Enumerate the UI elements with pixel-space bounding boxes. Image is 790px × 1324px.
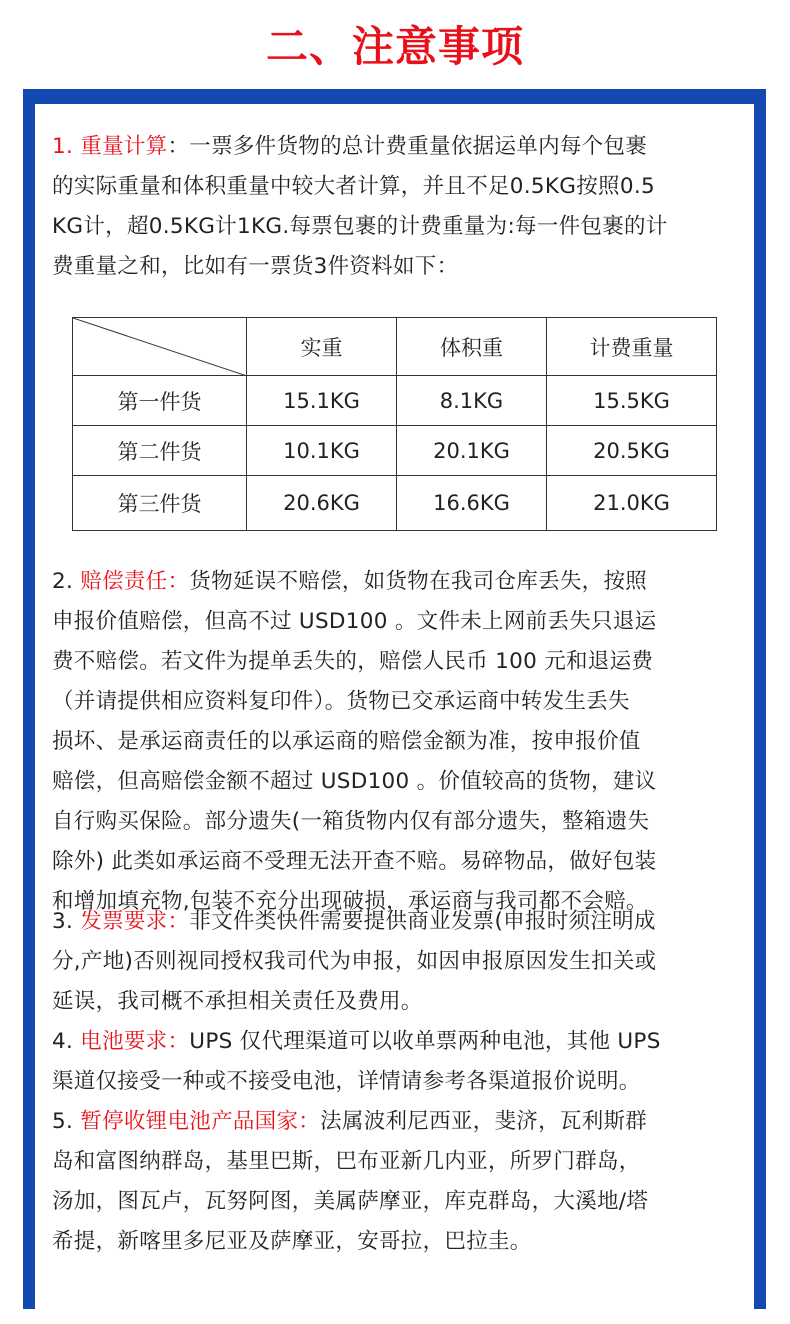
row-label: 第二件货 [73, 426, 247, 476]
header-actual-weight: 实重 [247, 318, 397, 376]
page-title: 二、注意事项 [265, 22, 524, 71]
section-label: 赔偿责任 [80, 569, 168, 594]
label-separator: ： [167, 569, 190, 594]
header-volume-weight: 体积重 [397, 318, 547, 376]
section-text-line [52, 847, 656, 877]
section-3-first-line [52, 907, 656, 937]
section-label: 电池要求 [80, 1029, 168, 1054]
section-text: （并请提供相应资料复印件）。货物已交承运商中转发生丢失 [52, 689, 630, 714]
table-cell: 20.1KG [397, 426, 547, 476]
header-billing-weight: 计费重量 [547, 318, 717, 376]
section-text-line [52, 687, 630, 717]
section-text: 申报价值赔偿，但高不过 USD100 。文件未上网前丢失只退运 [52, 609, 657, 634]
section-label: 重量计算 [80, 134, 168, 159]
label-separator: ： [167, 1029, 190, 1054]
section-text: 非文件类快件需要提供商业发票(申报时须注明成 [189, 909, 656, 934]
table-cell: 16.6KG [397, 476, 547, 531]
section-text: 法属波利尼西亚，斐济，瓦利斯群 [320, 1109, 648, 1134]
section-text: 损坏、是承运商责任的以承运商的赔偿金额为准，按申报价值 [52, 729, 641, 754]
section-text-line [52, 1147, 641, 1177]
row-label: 第三件货 [73, 476, 247, 531]
section-text: UPS 仅代理渠道可以收单票两种电池，其他 UPS [189, 1029, 661, 1054]
section-text-line [52, 252, 458, 282]
section-label: 发票要求 [80, 909, 168, 934]
section-number: 2. [52, 569, 74, 594]
section-text: 和增加填充物,包装不充分出现破损，承运商与我司都不会赔。 [52, 889, 648, 914]
label-separator: ： [167, 909, 190, 934]
section-text: 分,产地)否则视同授权我司代为申报，如因申报原因发生扣关或 [52, 949, 657, 974]
row-label: 第一件货 [73, 376, 247, 426]
section-text-line [52, 647, 653, 677]
section-text-line [52, 947, 656, 977]
section-text-line [52, 172, 655, 202]
section-text: 的实际重量和体积重量中较大者计算，并且不足0.5KG按照0.5 [52, 174, 655, 199]
section-text: 除外) 此类如承运商不受理无法开查不赔。易碎物品，做好包装 [52, 849, 657, 874]
section-5-first-line [52, 1107, 647, 1137]
section-text-line [52, 767, 656, 797]
label-separator: ： [298, 1109, 321, 1134]
section-text: 汤加，图瓦卢，瓦努阿图，美属萨摩亚，库克群岛，大溪地/塔 [52, 1189, 649, 1214]
section-text: 渠道仅接受一种或不接受电池，详情请参考各渠道报价说明。 [52, 1069, 641, 1094]
diagonal-line [73, 318, 247, 376]
table-cell: 15.5KG [547, 376, 717, 426]
section-text-line [52, 212, 668, 242]
section-text-line [52, 607, 656, 637]
table-cell: 20.5KG [547, 426, 717, 476]
section-number: 3. [52, 909, 74, 934]
section-text: 费不赔偿。若文件为提单丢失的，赔偿人民币 100 元和退运费 [52, 649, 654, 674]
section-text: KG计，超0.5KG计1KG.每票包裹的计费重量为:每一件包裹的计 [52, 214, 668, 239]
label-separator: ： [167, 134, 190, 159]
weight-table [72, 317, 717, 531]
table-cell: 8.1KG [397, 376, 547, 426]
table-row [73, 376, 717, 426]
section-text-line [52, 1187, 648, 1217]
section-text-line [52, 807, 649, 837]
section-text: 自行购买保险。部分遗失(一箱货物内仅有部分遗失，整箱遗失 [52, 809, 650, 834]
section-number: 4. [52, 1029, 74, 1054]
table-row [73, 476, 717, 531]
section-text: 一票多件货物的总计费重量依据运单内每个包裹 [189, 134, 648, 159]
table-row [73, 426, 717, 476]
section-number: 5. [52, 1109, 74, 1134]
section-text: 赔偿，但高赔偿金额不超过 USD100 。价值较高的货物，建议 [52, 769, 657, 794]
table-cell: 10.1KG [247, 426, 397, 476]
table-cell: 15.1KG [247, 376, 397, 426]
section-text-line [52, 1067, 641, 1097]
table-cell: 21.0KG [547, 476, 717, 531]
section-text: 费重量之和，比如有一票货3件资料如下： [52, 254, 459, 279]
section-text: 货物延误不赔偿，如货物在我司仓库丢失，按照 [189, 569, 648, 594]
section-1-first-line [52, 132, 647, 162]
section-4-first-line [52, 1027, 661, 1057]
section-label: 暂停收锂电池产品国家 [80, 1109, 299, 1134]
notice-frame [23, 89, 766, 1309]
section-text: 延误，我司概不承担相关责任及费用。 [52, 989, 423, 1014]
notice-content [35, 104, 754, 1324]
section-text: 希提，新喀里多尼亚及萨摩亚，安哥拉，巴拉圭。 [52, 1229, 532, 1254]
section-2-first-line [52, 567, 647, 597]
table-cell: 20.6KG [247, 476, 397, 531]
section-number: 1. [52, 134, 74, 159]
section-text-line [52, 727, 641, 757]
diagonal-header-cell [73, 318, 247, 376]
table-header-row [73, 318, 717, 376]
section-text-line [52, 987, 423, 1017]
section-text-line [52, 1227, 532, 1257]
section-text: 岛和富图纳群岛，基里巴斯，巴布亚新几内亚，所罗门群岛， [52, 1149, 641, 1174]
